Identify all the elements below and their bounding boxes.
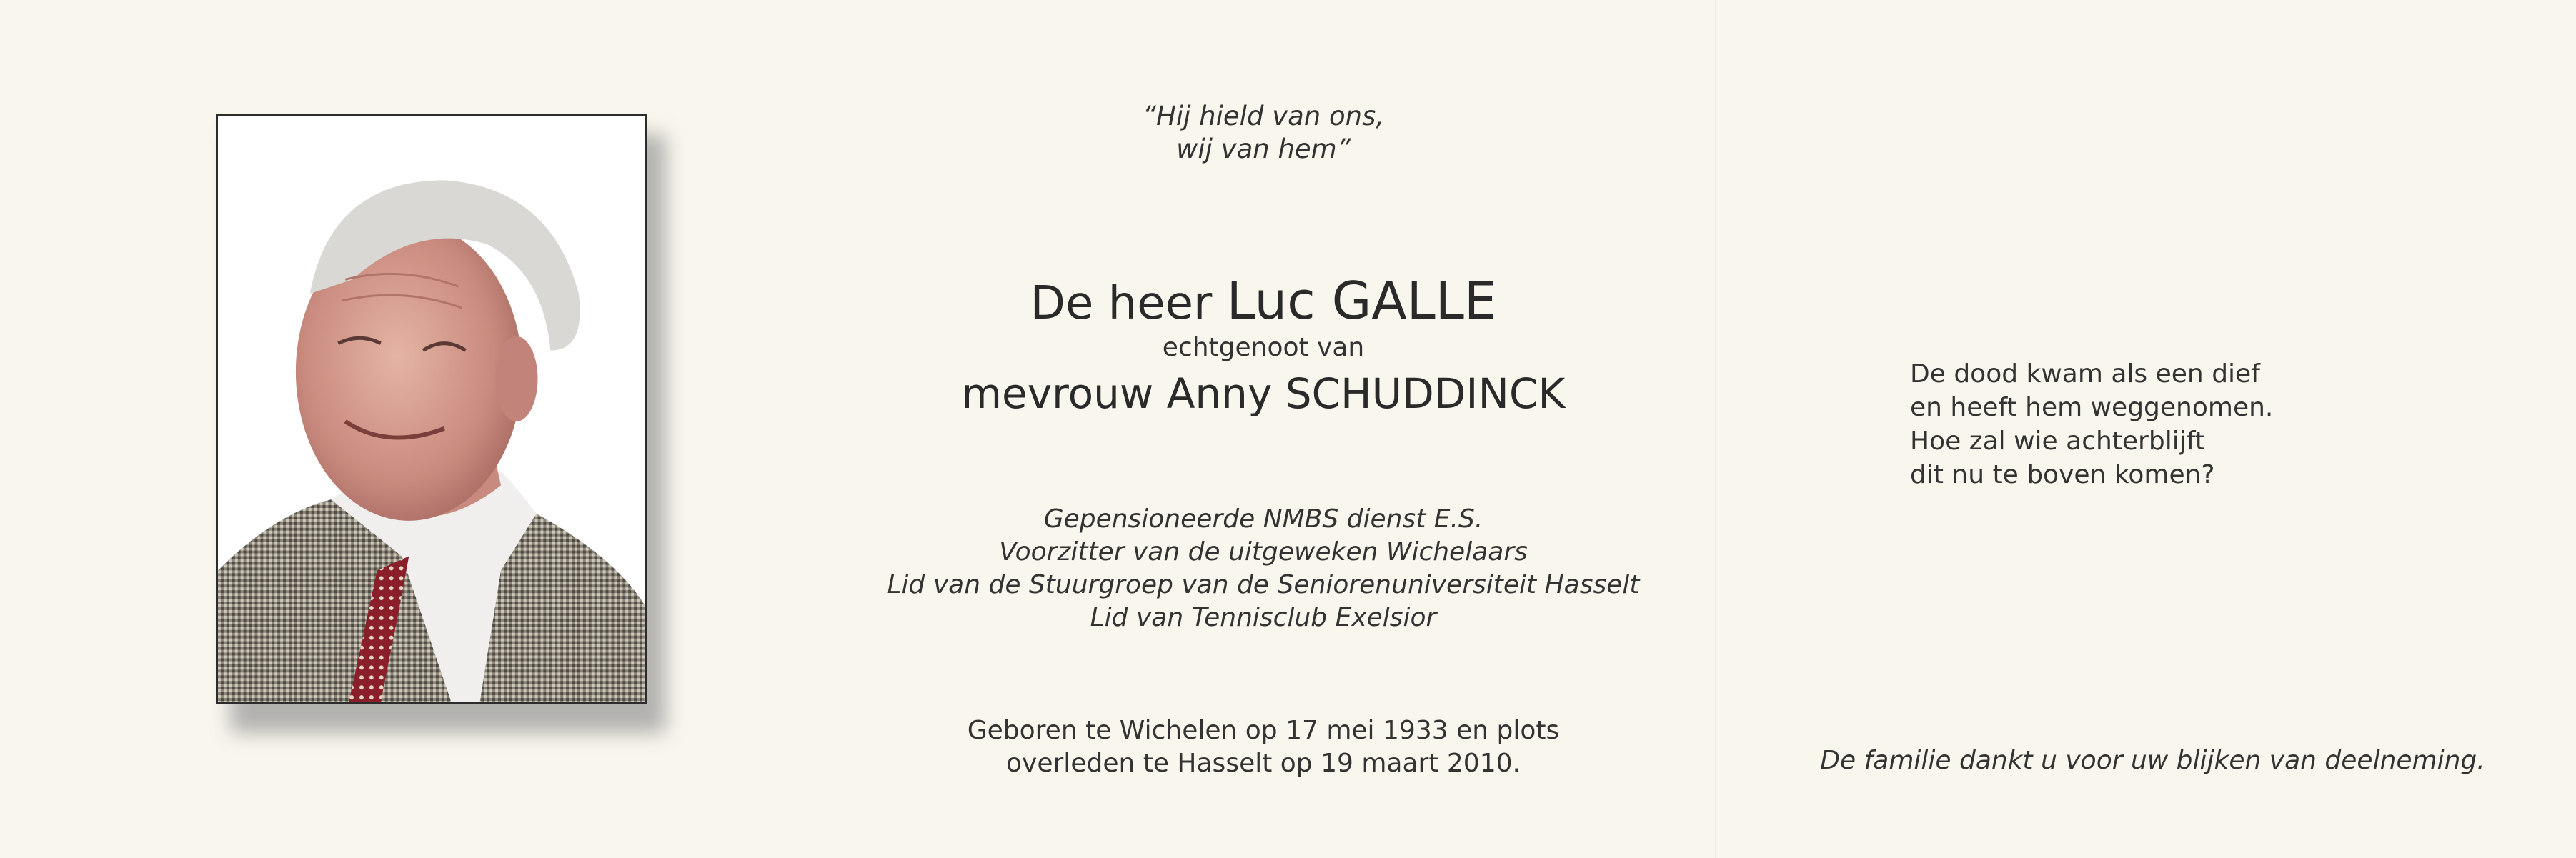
spouse-first-name: Anny	[1166, 369, 1285, 418]
function-line: Lid van Tennisclub Exelsior	[1090, 603, 1437, 632]
poem-line: Hoe zal wie achterblijft	[1910, 426, 2205, 456]
memorial-quote	[1000, 100, 1526, 166]
function-line: Voorzitter van de uitgeweken Wichelaars	[999, 537, 1528, 567]
family-thanks: De familie dankt u voor uw blijken van deelneming.	[1820, 746, 2485, 775]
deceased-last-name: GALLE	[1331, 271, 1497, 331]
poem-line: dit nu te boven komen?	[1910, 460, 2215, 489]
deceased-title: De heer	[1030, 277, 1227, 330]
function-line: Lid van de Stuurgroep van de Seniorenuniversiteit Hasselt	[887, 570, 1640, 599]
birth-line: Geboren te Wichelen op 17 mei 1933 en plots	[967, 716, 1560, 745]
poem-line: De dood kwam als een dief	[1910, 359, 2260, 389]
quote-line-2: wij van hem”	[1176, 134, 1351, 164]
functions-list	[786, 503, 1741, 634]
deceased-first-name: Luc	[1226, 271, 1332, 331]
spouse-title: mevrouw	[961, 369, 1167, 418]
birth-death-info	[857, 714, 1669, 780]
poem	[1910, 357, 2273, 492]
spouse-name	[857, 369, 1669, 419]
portrait-photo	[216, 114, 647, 704]
quote-line-1: “Hij hield van ons,	[1142, 101, 1385, 131]
function-line: Gepensioneerde NMBS dienst E.S.	[1043, 504, 1483, 534]
portrait-illustration	[218, 116, 645, 702]
spouse-relation: echtgenoot van	[1162, 333, 1365, 362]
death-line: overleden te Hasselt op 19 maart 2010.	[1006, 749, 1521, 778]
card-fold-line	[1715, 0, 1717, 858]
deceased-name	[857, 271, 1669, 331]
poem-line: en heeft hem weggenomen.	[1910, 393, 2274, 422]
spouse-last-name: SCHUDDINCK	[1285, 369, 1566, 418]
